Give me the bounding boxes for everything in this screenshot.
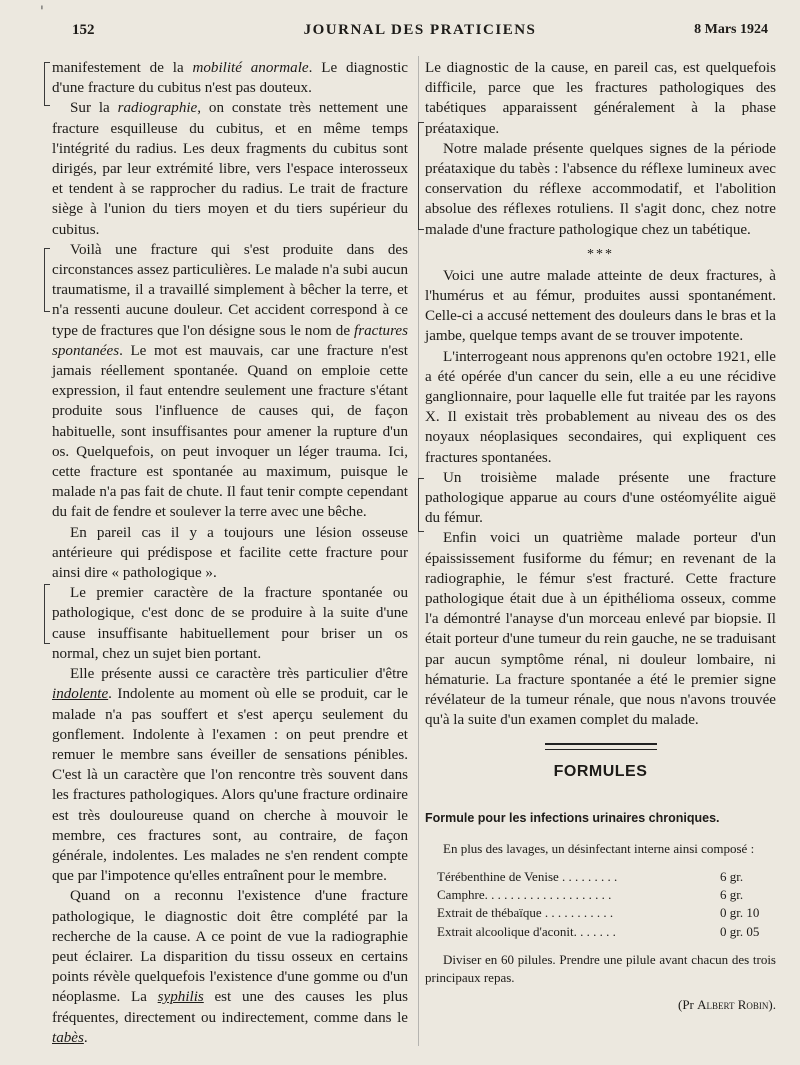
margin-bracket bbox=[44, 584, 50, 644]
paragraph: Voilà une fracture qui s'est produite dans des circonstances assez particulières. Le malade n'a subi aucun traumatisme, il a travaillé simplement à bêcher la terre, et n'a ressenti aucune douleur. Cet accident correspond à ce type de fractures que l'on désigne sous le nom de fractures spontanées. Le mot est mauvais, car une fracture n'est jamais réellement spontanée. Quand on emploie cette expression, il faut entendre seulement une fracture s'étant produite sous l'influence de causes qui, de façon habituelle, sont insuffisantes pour amener la rupture d'un os. Quelquefois, on peut invoquer un léger trauma. Ici, cette fracture est spontanée au maximum, puisque le malade n'a pas fait de chute. Il faut tenir compte cependant du fait de fendre et soulever la terre avec une bêche. bbox=[52, 241, 408, 521]
ingredient-quantity: 6 gr. bbox=[720, 887, 744, 903]
paragraph: En pareil cas il y a toujours une lésion osseuse antérieure qui prédispose et facilite cette fracture pour ainsi dire « pathologique ». bbox=[52, 524, 408, 582]
formules-section-title: FORMULES bbox=[553, 762, 648, 780]
formula-intro: En plus des lavages, un désinfectant interne ainsi composé : bbox=[443, 840, 755, 856]
ingredient-quantity: 6 gr. bbox=[720, 868, 744, 884]
paragraph: Notre malade présente quelques signes de la période préataxique du tabès : l'absence du réflexe lumineux avec conservation du réflexe accommodatif, et l'abolition absolue des réflexes rotuliens. Il s'agit donc, chez notre malade d'une fracture pathologique chez un tabétique. bbox=[425, 140, 776, 238]
formula-ingredients bbox=[437, 868, 776, 941]
paragraph: manifestement de la mobilité anormale. Le diagnostic d'une fracture du cubitus n'est pas douteux. bbox=[52, 60, 409, 97]
margin-bracket bbox=[418, 122, 424, 230]
page-header bbox=[72, 22, 768, 44]
ingredient-name: Térébenthine de Venise . . . . . . . . . bbox=[437, 868, 618, 884]
paragraph: Le diagnostic de la cause, en pareil cas, est quelquefois difficile, parce que les fractures pathologiques des tabétiques apparaissent généralement à la phase préataxique. bbox=[425, 60, 776, 137]
ingredient-name: Extrait alcoolique d'aconit. . . . . . . bbox=[437, 923, 616, 939]
ingredient-row bbox=[437, 886, 776, 904]
paragraph: Voici une autre malade atteinte de deux fractures, à l'humérus et au fémur, produites aussi spontanément. Celle-ci a accusé nettement des douleurs dans le bras et la jambe, quelque temps avant de se trouver impotente. bbox=[425, 267, 776, 345]
margin-bracket bbox=[44, 62, 50, 106]
ingredient-row bbox=[437, 923, 776, 941]
formula-signature: (Pr Albert Robin). bbox=[677, 996, 776, 1012]
ingredient-name: Camphre. . . . . . . . . . . . . . . . . . . . bbox=[437, 887, 612, 903]
issue-date: 8 Mars 1924 bbox=[694, 22, 768, 37]
ingredient-quantity: 0 gr. 10 bbox=[720, 905, 760, 921]
left-column bbox=[52, 58, 408, 1048]
formula-instructions: Diviser en 60 pilules. Prendre une pilule avant chacun des trois principaux repas. bbox=[425, 951, 776, 985]
margin-bracket bbox=[44, 248, 50, 312]
paragraph: Enfin voici un quatrième malade porteur d'un épaississement fusiforme du fémur; en revenant de la radiographie, le fémur s'est fracturé. Cette fracture pathologique était due à un épithélioma osseux, comme l'a démontré l'anayse d'un morceau enlevé par biopsie. Il était porteur d'une tumeur du rein gauche, ne se traduisant par aucun symptôme rénal, ni douleur lombaire, ni hématurie. La fracture spontanée a été le premier signe révélateur de la tumeur rénale, que nous n'avons trouvée qu'à la suite d'un examen complet du malade. bbox=[425, 530, 776, 729]
formula-heading: Formule pour les infections urinaires chroniques. bbox=[425, 810, 720, 825]
ingredient-row bbox=[437, 904, 776, 922]
ingredient-row bbox=[437, 868, 776, 886]
section-separator-stars: *** bbox=[587, 246, 614, 262]
paragraph: Quand on a reconnu l'existence d'une fracture pathologique, le diagnostic doit être complété par la recherche de la cause. A ce point de vue la radiographie peut éclairer. La disparition du tissu osseux en certains points révèle quelquefois l'existence d'une gomme ou d'un néoplasme. La syphilis est une des causes les plus fréquentes, directement ou indirectement, comme dans le tabès. bbox=[52, 888, 408, 1046]
right-column bbox=[425, 58, 776, 1015]
margin-bracket bbox=[418, 478, 424, 532]
ingredient-quantity: 0 gr. 05 bbox=[720, 923, 760, 939]
journal-title: JOURNAL DES PRATICIENS bbox=[303, 22, 537, 38]
corner-mark: ' bbox=[40, 4, 44, 20]
paragraph: Sur la radiographie, on constate très nettement une fracture esquilleuse du cubitus, et en même temps l'intégrité du radius. Les deux fragments du cubitus sont dirigés, par leur extrémité libre, vers l'espace interosseux et tendent à se rapprocher du radius. Le trait de fracture siège à l'union du tiers moyen et du tiers supérieur du cubitus. bbox=[52, 100, 408, 238]
paragraph: Un troisième malade présente une fracture pathologique apparue au cours d'une ostéomyélite aiguë du fémur. bbox=[425, 469, 776, 527]
paragraph: L'interrogeant nous apprenons qu'en octobre 1921, elle a été opérée d'un cancer du sein, elle a eu une récidive ganglionnaire, pour laquelle elle fut traitée par les rayons X. Il existait très probablement au niveau des os des noyaux néoplasiques secondaires, qui expliquent ces fractures spontanées. bbox=[425, 348, 776, 466]
paragraph: Elle présente aussi ce caractère très particulier d'être indolente. Indolente au moment où elle se produit, car le malade n'a pas souffert et s'est aperçu seulement du gonflement. Indolente à l'examen : on peut prendre et remuer le membre sans éveiller de sensations pénibles. C'est là un caractère que l'on rencontre très souvent dans les fractures pathologiques. Alors qu'une fracture ordinaire est très douloureuse quand on cherche à mouvoir le membre, ces fractures sont, au contraire, de façon générale, indolentes. Les malades ne s'en rendent compte que par l'impotence qu'elles entraînent pour le membre. bbox=[52, 666, 408, 885]
ingredient-name: Extrait de thébaïque . . . . . . . . . . . bbox=[437, 905, 614, 921]
paragraph: Le premier caractère de la fracture spontanée ou pathologique, c'est donc de se produire à la suite d'une cause insuffisante habituellement pour briser un os normal, chez un sujet bien portant. bbox=[52, 585, 408, 662]
page-number: 152 bbox=[72, 22, 95, 38]
section-divider bbox=[545, 743, 657, 750]
